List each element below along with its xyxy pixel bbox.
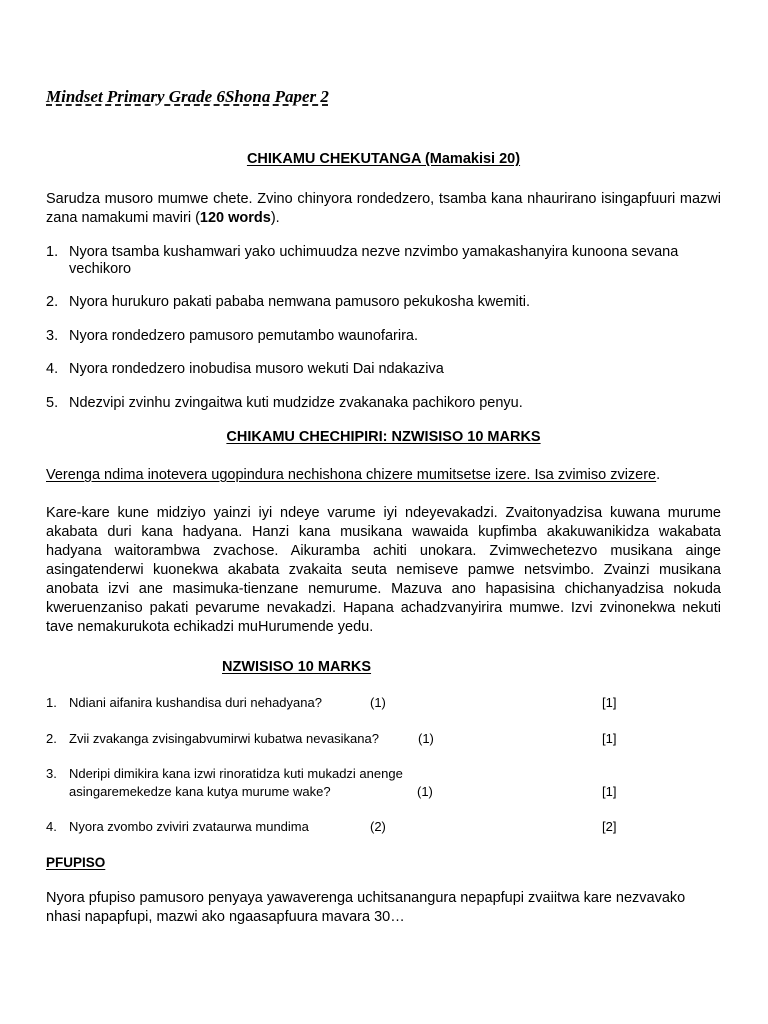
summary-heading: PFUPISO: [46, 855, 106, 870]
question-number: 2.: [46, 731, 57, 746]
question-text-line1: Nderipi dimikira kana izwi rinoratidza kuti mukadzi anenge: [69, 766, 403, 781]
question-mark: [2]: [602, 819, 617, 834]
question-number: 3.: [46, 766, 57, 781]
question-inline-mark: (1): [370, 695, 386, 710]
reading-instruction-text: Verenga ndima inotevera ugopindura nechishona chizere mumitsetse izere. Isa zvimiso zvizere: [46, 467, 657, 483]
question-inline-mark: (1): [417, 784, 433, 799]
intro-text-part1: Sarudza musoro mumwe chete. Zvino chinyora rondedzero, tsamba kana nhaurirano isingapfuuri mazwi zana namakumi maviri (: [46, 191, 721, 226]
task-text: Ndezvipi zvinhu zvingaitwa kuti mudzidze zvakanaka pachikoro penyu.: [69, 395, 523, 411]
reading-instruction-end: .: [656, 467, 661, 483]
task-text: Nyora rondedzero pamusoro pemutambo waunofarira.: [69, 328, 418, 344]
section-one-heading: CHIKAMU CHEKUTANGA (Mamakisi 20): [246, 151, 521, 167]
task-item: [46, 244, 721, 278]
question-number: 4.: [46, 819, 57, 834]
task-item: [46, 395, 721, 412]
reading-passage: Kare-kare kune midziyo yainzi iyi ndeye varume iyi ndeyevakadzi. Zvaitonyadzisa kuwana murume akabata duri kana hadyana. Hanzi kana musikana wawaida kupfimba akakuwanikidza wakabata hadyana waitorambwa zvachose. Aikuramba achiti unokara. Zvimwechetezvo musikana ainge asingatenderwi kuonekwa akabata zvakaita seuta nemiseve pamwe netsvimbo. Zvainzi musikana anobata izvi ane masimuka-tienzane nemurume. Mazuva ano hapasisina chichanyadzisa nokuda kweruenzaniso pakati pevarume nevakadzi. Hapana achadzvanyirira mumwe. Izvi zvinonekwa nekuti tave nemakurukota echikadzi muHurumende yedu.: [46, 505, 721, 635]
question-text: Ndiani aifanira kushandisa duri nehadyana?: [69, 695, 322, 710]
task-item: [46, 361, 721, 378]
task-text: Nyora hurukuro pakati pababa nemwana pamusoro pekukosha kwemiti.: [69, 294, 531, 310]
task-number: 3.: [46, 328, 59, 344]
reading-instruction: [46, 466, 660, 485]
question-mark: [1]: [602, 784, 617, 799]
task-item: [46, 328, 721, 345]
task-number: 1.: [46, 244, 59, 260]
task-item: [46, 294, 721, 311]
intro-word-count: 120 words: [199, 210, 271, 226]
section-one-intro: [46, 190, 721, 228]
intro-text-part2: ).: [270, 210, 280, 226]
task-number: 5.: [46, 395, 59, 411]
comprehension-heading: NZWISISO 10 MARKS: [222, 659, 372, 675]
task-text: Nyora rondedzero inobudisa musoro wekuti Dai ndakaziva: [69, 361, 444, 377]
task-text: Nyora tsamba kushamwari yako uchimuudza nezve nzvimbo yamakashanyira kunoona sevana vechikoro: [69, 244, 679, 277]
question-text: Nyora zvombo zviviri zvataurwa mundima: [69, 819, 309, 834]
document-title: Mindset Primary Grade 6Shona Paper 2: [46, 87, 329, 106]
question-inline-mark: (1): [418, 731, 434, 746]
task-number: 2.: [46, 294, 59, 310]
question-text-line2: asingaremekedze kana kutya murume wake?: [69, 784, 331, 799]
section-two-heading: CHIKAMU CHECHIPIRI: NZWISISO 10 MARKS: [226, 429, 541, 445]
task-number: 4.: [46, 361, 59, 377]
question-text: Zvii zvakanga zvisingabvumirwi kubatwa nevasikana?: [69, 731, 379, 746]
question-mark: [1]: [602, 695, 617, 710]
question-mark: [1]: [602, 731, 617, 746]
question-number: 1.: [46, 695, 57, 710]
summary-instruction: Nyora pfupiso pamusoro penyaya yawaverenga uchitsanangura nepapfupi zvaiitwa kare nezvavako nhasi napapfupi, mazwi ako ngaasapfuura mavara 30…: [46, 890, 686, 925]
question-inline-mark: (2): [370, 819, 386, 834]
